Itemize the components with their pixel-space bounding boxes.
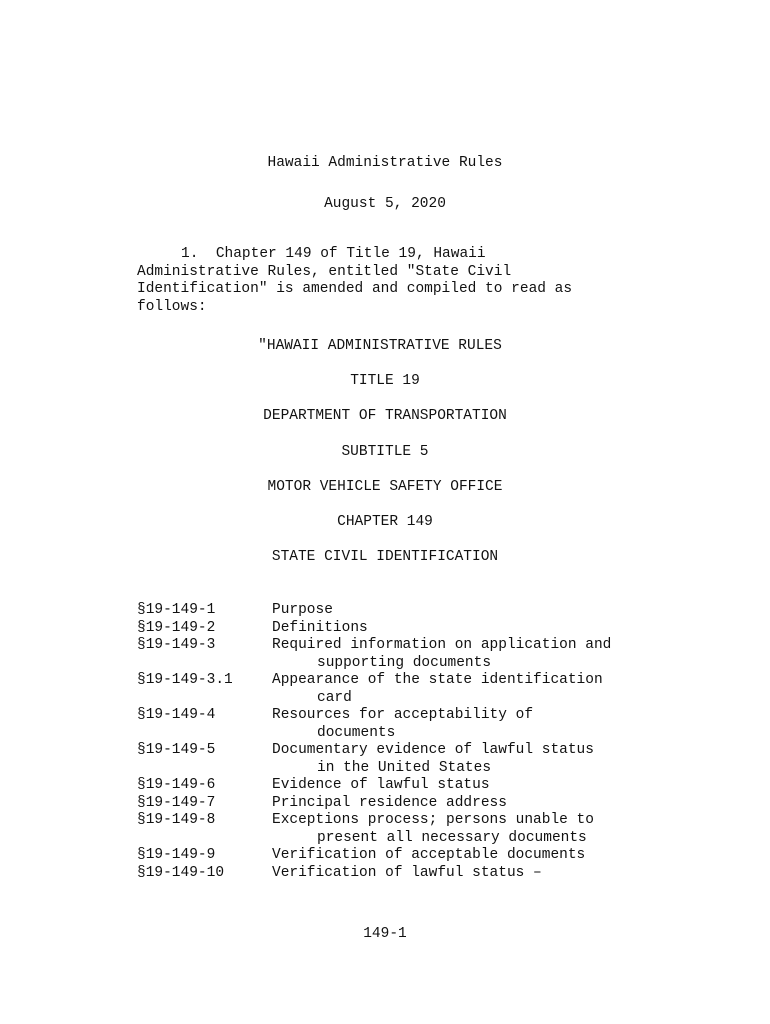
toc-title-continuation: documents [317, 724, 396, 741]
heading-har: "HAWAII ADMINISTRATIVE RULES [258, 338, 502, 354]
toc-title-text: Verification of acceptable documents [272, 847, 586, 863]
heading-office: MOTOR VEHICLE SAFETY OFFICE [267, 479, 503, 495]
heading-department: DEPARTMENT OF TRANSPORTATION [263, 408, 507, 424]
heading-chapter-name: STATE CIVIL IDENTIFICATION [271, 549, 499, 565]
toc-section-title [272, 620, 642, 638]
toc-section-number: §19-149-3.1 [137, 672, 233, 688]
toc-title-continuation: card [317, 689, 352, 706]
toc-section-number: §19-149-6 [137, 777, 216, 793]
toc-section-title [272, 865, 642, 883]
toc-section-title [272, 637, 642, 672]
toc-section-title [272, 847, 642, 865]
toc-title-continuation: supporting documents [317, 654, 492, 671]
intro-rest: Administrative Rules, entitled "State Civil Identification" is amended and compiled to read as follows: [137, 263, 573, 315]
toc-section-number: §19-149-3 [137, 637, 216, 653]
toc-section-title [272, 602, 642, 620]
toc-section-number: §19-149-10 [137, 864, 225, 881]
intro-number: 1. [181, 246, 199, 262]
toc-title-text: Definitions [272, 619, 368, 636]
toc-title-text: Principal residence address [272, 794, 507, 811]
toc-title-continuation: in the United States [317, 759, 492, 776]
document-date: August 5, 2020 [324, 196, 446, 212]
toc-title-continuation: present all necessary documents [317, 829, 587, 846]
intro-line1: Chapter 149 of Title 19, Hawaii [215, 246, 486, 262]
toc-section-number: §19-149-4 [137, 707, 216, 723]
toc-section-number: §19-149-2 [137, 619, 216, 636]
toc-section-title [272, 795, 642, 813]
toc-section-number: §19-149-7 [137, 794, 216, 811]
toc-section-number: §19-149-5 [137, 742, 216, 758]
heading-title: TITLE 19 [350, 373, 420, 389]
toc-title-text: Evidence of lawful status [272, 777, 490, 793]
heading-subtitle: SUBTITLE 5 [341, 444, 429, 460]
toc-title-text: Verification of lawful status – [272, 864, 542, 881]
toc-section-title [272, 742, 642, 777]
toc-title-text: Resources for acceptability of [272, 707, 534, 723]
heading-chapter: CHAPTER 149 [337, 514, 433, 530]
intro-paragraph [137, 246, 607, 316]
toc-title-text: Appearance of the state identification [272, 672, 603, 688]
toc-section-title [272, 812, 642, 847]
document-title: Hawaii Administrative Rules [267, 155, 503, 171]
toc-section-title [272, 707, 642, 742]
toc-section-title [272, 672, 642, 707]
toc-section-number: §19-149-1 [137, 602, 216, 618]
toc-title-text: Required information on application and [272, 637, 612, 653]
toc-section-title [272, 777, 642, 795]
page-number: 149-1 [363, 926, 407, 942]
toc-title-text: Purpose [272, 602, 333, 618]
toc-section-number: §19-149-8 [137, 812, 216, 828]
toc-title-text: Documentary evidence of lawful status [272, 742, 594, 758]
toc-section-number: §19-149-9 [137, 847, 216, 863]
toc-title-text: Exceptions process; persons unable to [272, 812, 594, 828]
